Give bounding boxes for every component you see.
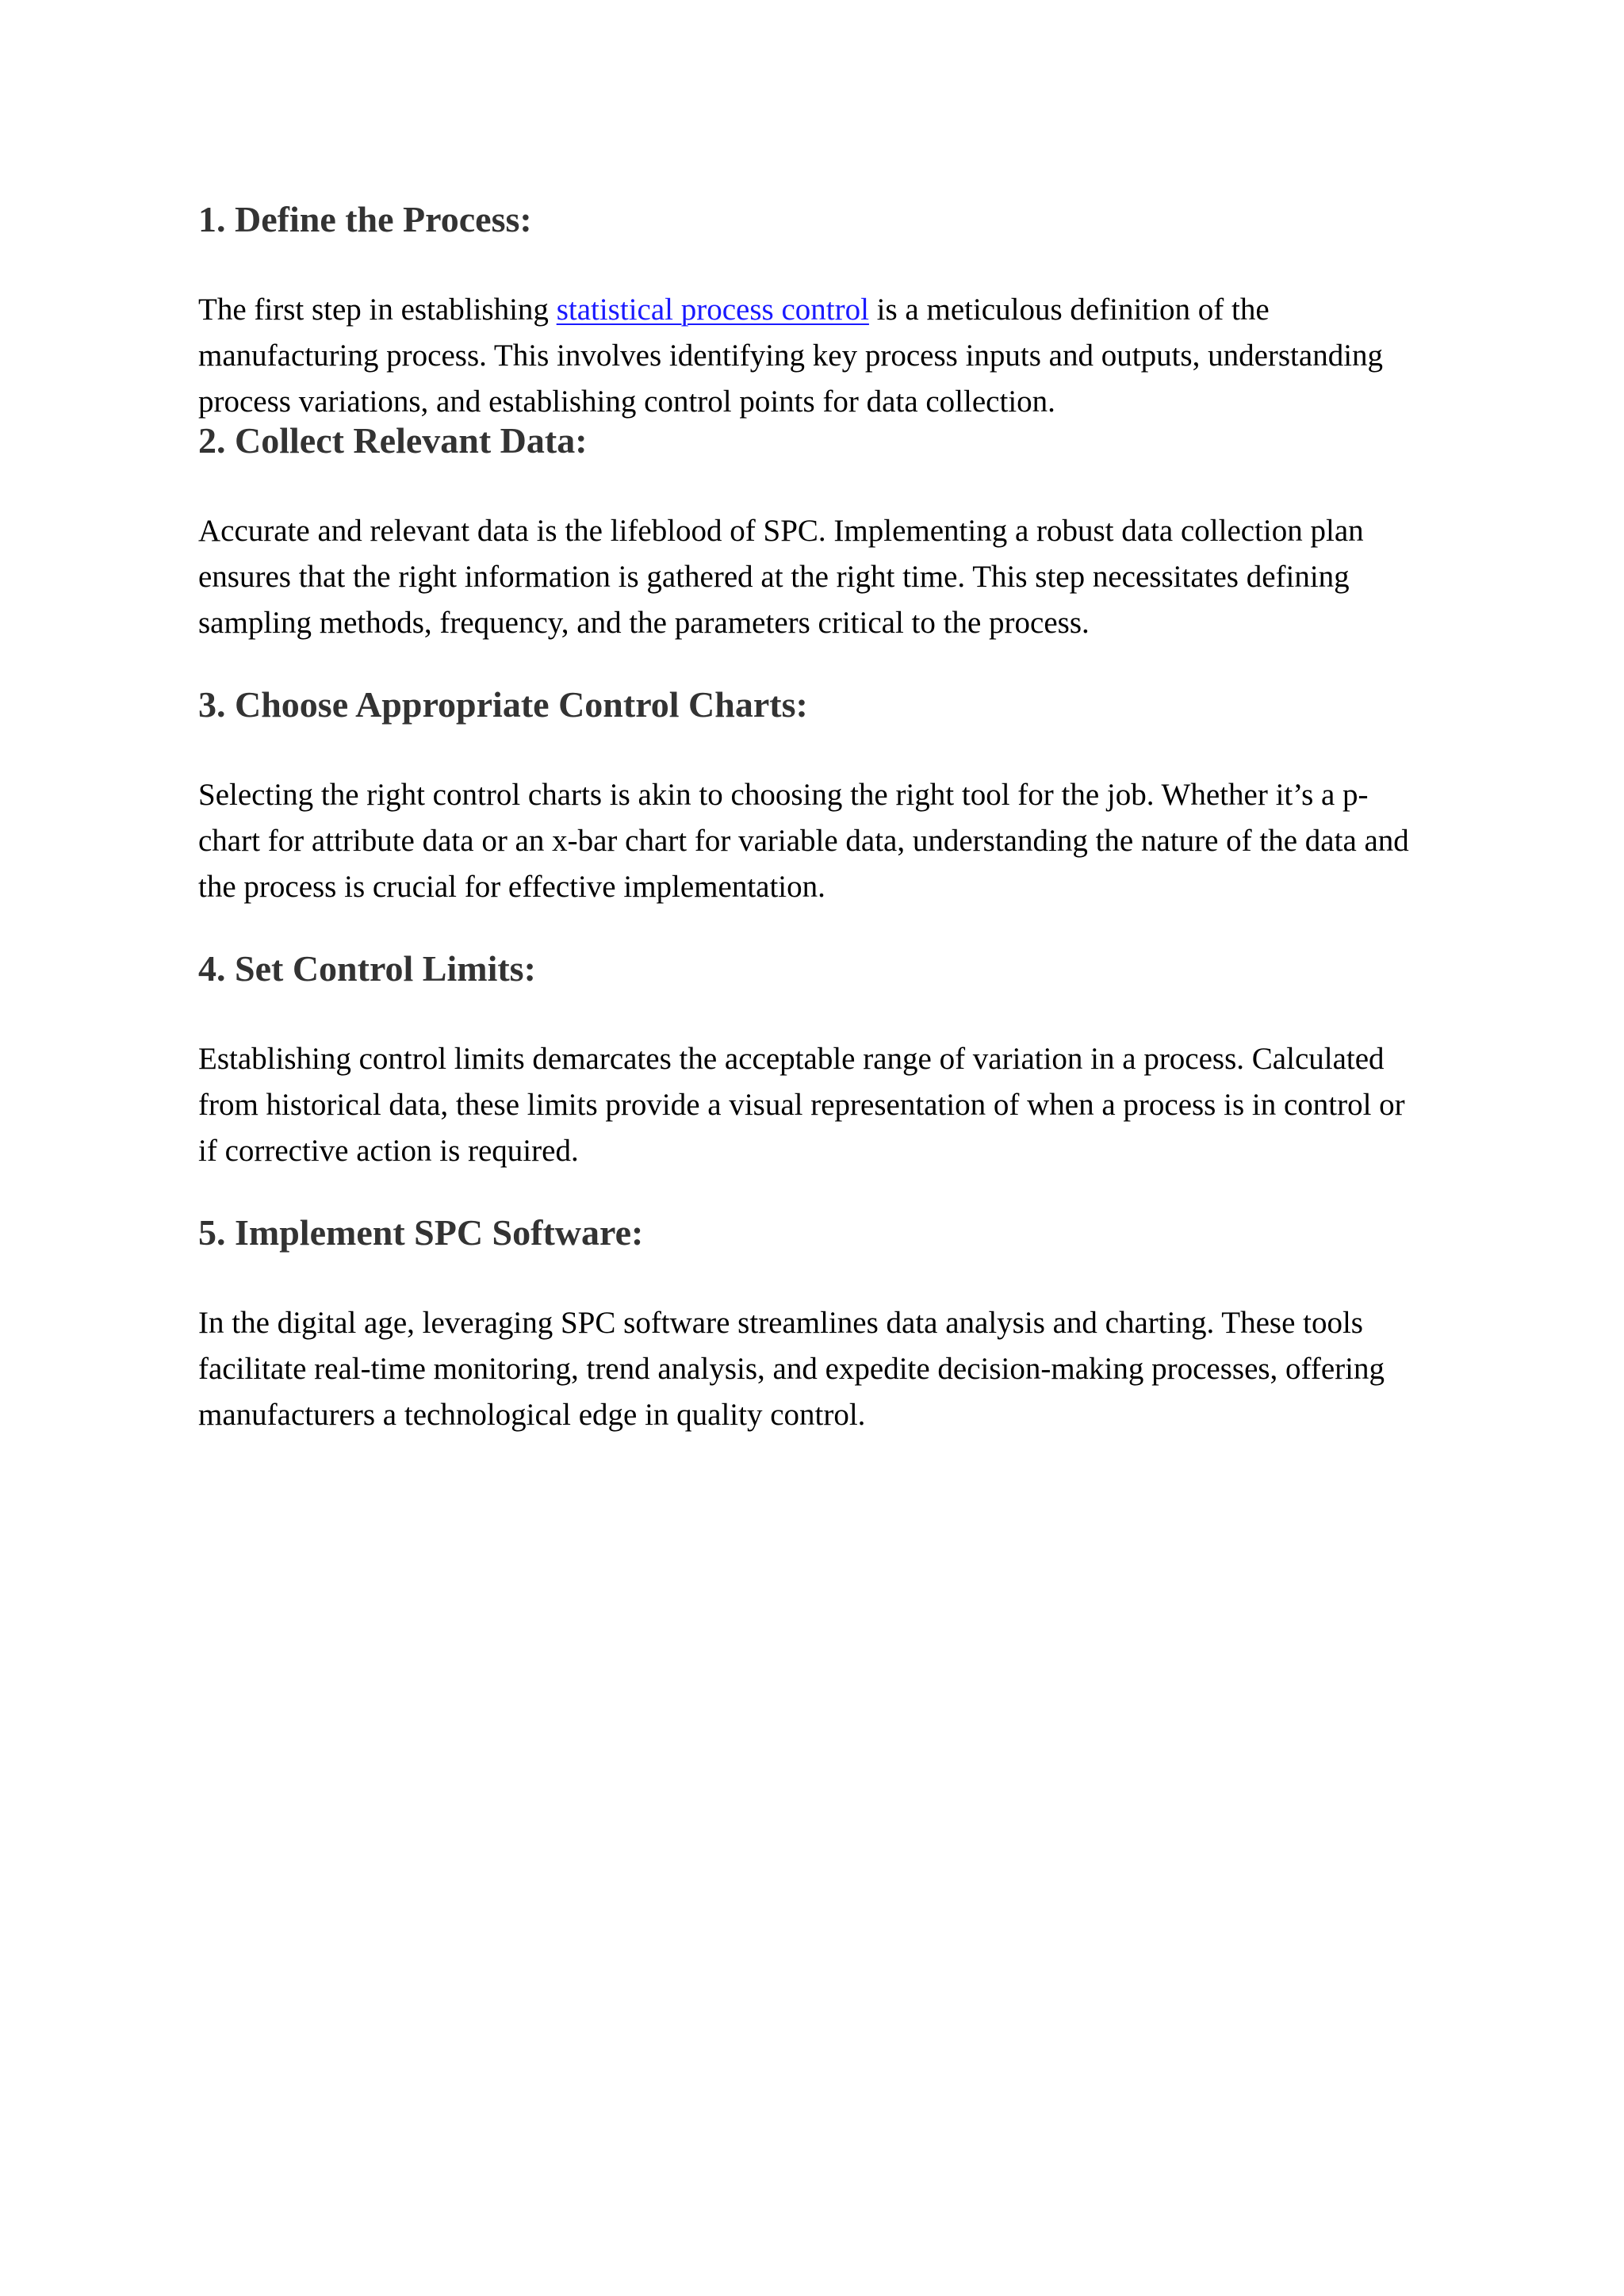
paragraph-line: manufacturing process. This involves identifying key process inputs and outputs, understanding xyxy=(198,339,1384,373)
paragraph-line: Accurate and relevant data is the lifeblood of SPC. Implementing a robust data collection plan xyxy=(198,514,1364,548)
paragraph-line: Selecting the right control charts is akin to choosing the right tool for the job. Whether it’s a p- xyxy=(198,778,1369,812)
paragraph-line: sampling methods, frequency, and the parameters critical to the process. xyxy=(198,606,1090,640)
section-heading-define-process: 1. Define the Process: xyxy=(198,199,532,239)
paragraph-text: The first step in establishing xyxy=(198,293,557,327)
section-heading-spc-software: 5. Implement SPC Software: xyxy=(198,1212,644,1253)
paragraph-line: In the digital age, leveraging SPC software streamlines data analysis and charting. These tools xyxy=(198,1306,1363,1340)
paragraph-line: ensures that the right information is gathered at the right time. This step necessitates defining xyxy=(198,560,1350,594)
section-paragraph-collect-data xyxy=(198,508,1451,646)
paragraph-line: process variations, and establishing control points for data collection. xyxy=(198,385,1055,419)
paragraph-line: Establishing control limits demarcates the acceptable range of variation in a process. Calculated xyxy=(198,1042,1385,1076)
paragraph-line: facilitate real-time monitoring, trend analysis, and expedite decision-making processes, offering xyxy=(198,1352,1385,1386)
section-paragraph-spc-software xyxy=(198,1300,1451,1438)
section-paragraph-define-process xyxy=(198,287,1451,425)
paragraph-line: chart for attribute data or an x-bar chart for variable data, understanding the nature of the data and xyxy=(198,824,1409,858)
paragraph-line: manufacturers a technological edge in quality control. xyxy=(198,1398,866,1432)
paragraph-line: the process is crucial for effective implementation. xyxy=(198,870,825,904)
paragraph-line: from historical data, these limits provide a visual representation of when a process is in control or xyxy=(198,1088,1405,1122)
paragraph-line xyxy=(198,287,1451,333)
section-heading-collect-data: 2. Collect Relevant Data: xyxy=(198,420,588,461)
section-paragraph-control-charts xyxy=(198,772,1451,910)
section-heading-control-limits: 4. Set Control Limits: xyxy=(198,948,536,989)
paragraph-line: if corrective action is required. xyxy=(198,1134,579,1168)
section-paragraph-control-limits xyxy=(198,1036,1451,1174)
section-heading-control-charts: 3. Choose Appropriate Control Charts: xyxy=(198,684,808,725)
paragraph-text: is a meticulous definition of the xyxy=(868,293,1270,327)
statistical-process-control-link[interactable]: statistical process control xyxy=(556,293,869,327)
